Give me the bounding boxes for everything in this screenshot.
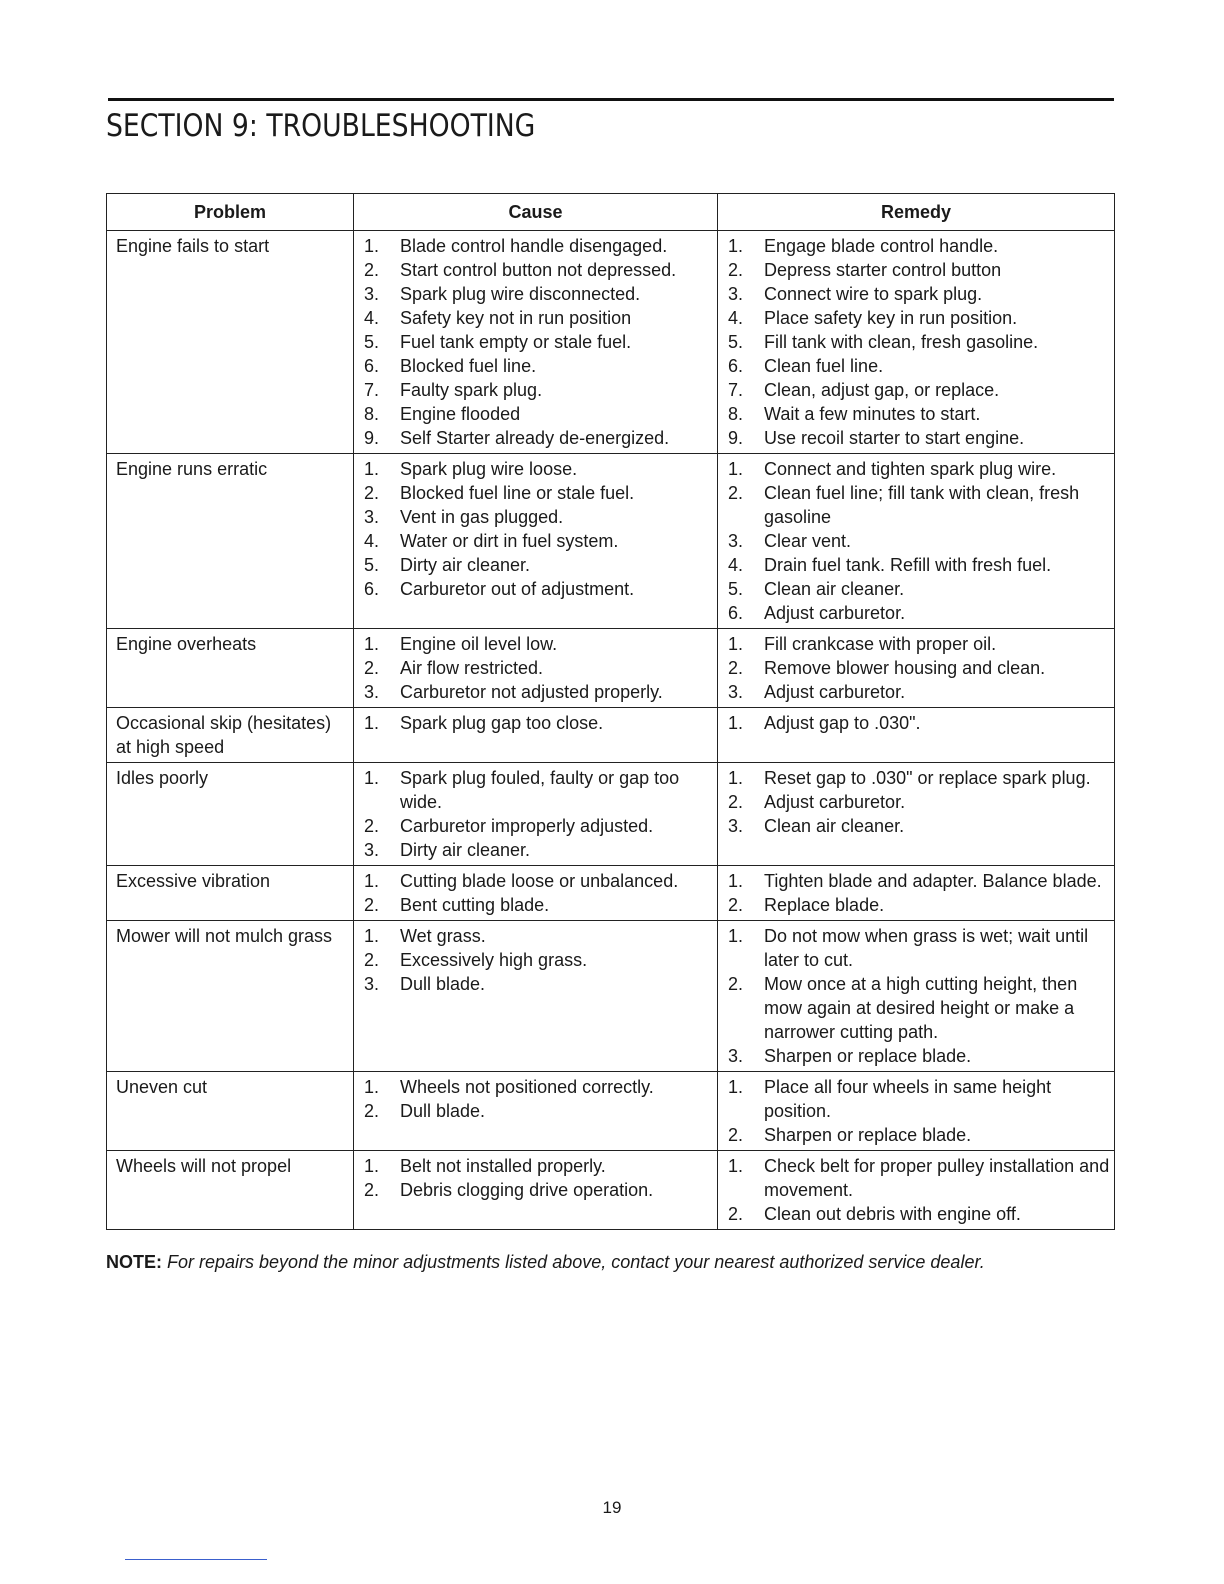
remedy-cell: [718, 231, 1115, 454]
item-number: 2.: [728, 658, 744, 678]
item-number: 1.: [728, 713, 744, 733]
item-number: 1.: [728, 634, 744, 654]
remedy-item: [728, 354, 1112, 378]
item-number: 1.: [364, 1077, 380, 1097]
item-text: Use recoil starter to start engine.: [764, 428, 1025, 448]
item-text: Depress starter control button: [764, 260, 1002, 280]
item-text: Debris clogging drive operation.: [400, 1180, 654, 1200]
item-text: Excessively high grass.: [400, 950, 588, 970]
problem-cell: Uneven cut: [107, 1072, 354, 1151]
remedy-item: [728, 457, 1112, 481]
remedy-cell: [718, 629, 1115, 708]
item-number: 2.: [728, 1125, 744, 1145]
remedy-item: [728, 1044, 1112, 1068]
item-number: 5.: [364, 555, 380, 575]
header-problem: Problem: [107, 194, 354, 231]
item-number: 6.: [364, 579, 380, 599]
item-number: 3.: [364, 840, 380, 860]
item-number: 9.: [364, 428, 380, 448]
remedy-item: [728, 1154, 1112, 1202]
remedy-item: [728, 306, 1112, 330]
remedy-cell: [718, 1151, 1115, 1230]
item-number: 1.: [728, 1156, 744, 1176]
cause-cell: [354, 629, 718, 708]
item-text: Dull blade.: [400, 1101, 486, 1121]
item-text: Clean fuel line.: [764, 356, 884, 376]
remedy-item: [728, 924, 1112, 972]
cause-cell: [354, 763, 718, 866]
note-label: NOTE:: [106, 1252, 162, 1272]
remedy-item: [728, 553, 1112, 577]
remedy-item: [728, 1123, 1112, 1147]
item-number: 5.: [728, 332, 744, 352]
remedy-cell: [718, 1072, 1115, 1151]
cause-item: [364, 1178, 715, 1202]
item-number: 2.: [728, 974, 744, 994]
item-number: 3.: [364, 284, 380, 304]
item-text: Engine flooded: [400, 404, 521, 424]
item-number: 3.: [728, 682, 744, 702]
item-text: Adjust carburetor.: [764, 792, 906, 812]
item-number: 7.: [728, 380, 744, 400]
item-number: 1.: [728, 926, 744, 946]
item-number: 3.: [728, 531, 744, 551]
problem-cell: Occasional skip (hesitates) at high speed: [107, 708, 354, 763]
item-number: 2.: [364, 260, 380, 280]
cause-cell: [354, 866, 718, 921]
remedy-item: [728, 790, 1112, 814]
item-text: Adjust carburetor.: [764, 603, 906, 623]
remedy-item: [728, 234, 1112, 258]
item-text: Wheels not positioned correctly.: [400, 1077, 654, 1097]
table-row: [107, 1151, 1115, 1230]
section-title: SECTION 9: TROUBLESHOOTING: [106, 108, 536, 144]
item-text: Vent in gas plugged.: [400, 507, 564, 527]
item-number: 4.: [364, 308, 380, 328]
note-text: For repairs beyond the minor adjustments listed above, contact your nearest authorized service dealer.: [167, 1252, 985, 1272]
cause-item: [364, 656, 715, 680]
remedy-cell: [718, 866, 1115, 921]
cause-item: [364, 1154, 715, 1178]
item-text: Belt not installed properly.: [400, 1156, 606, 1176]
cause-item: [364, 330, 715, 354]
item-text: Dull blade.: [400, 974, 486, 994]
cause-item: [364, 426, 715, 450]
item-number: 6.: [728, 603, 744, 623]
problem-cell: Engine overheats: [107, 629, 354, 708]
item-number: 4.: [728, 308, 744, 328]
cause-cell: [354, 1151, 718, 1230]
item-text: Sharpen or replace blade.: [764, 1125, 972, 1145]
item-text: Adjust carburetor.: [764, 682, 906, 702]
item-number: 1.: [364, 926, 380, 946]
item-number: 3.: [728, 1046, 744, 1066]
item-text: Wet grass.: [400, 926, 486, 946]
header-cause: Cause: [354, 194, 718, 231]
remedy-item: [728, 282, 1112, 306]
problem-cell: Engine fails to start: [107, 231, 354, 454]
item-text: Spark plug fouled, faulty or gap too wide.: [400, 768, 680, 812]
item-number: 5.: [728, 579, 744, 599]
item-text: Tighten blade and adapter. Balance blade.: [764, 871, 1102, 891]
remedy-cell: [718, 921, 1115, 1072]
table-row: [107, 921, 1115, 1072]
cause-item: [364, 553, 715, 577]
troubleshooting-table: [106, 193, 1115, 1230]
item-text: Adjust gap to .030".: [764, 713, 921, 733]
item-number: 6.: [728, 356, 744, 376]
item-text: Clean out debris with engine off.: [764, 1204, 1021, 1224]
cause-item: [364, 457, 715, 481]
item-text: Mow once at a high cutting height, then mow again at desired height or make a narrower cutting path.: [764, 974, 1078, 1042]
item-text: Cutting blade loose or unbalanced.: [400, 871, 679, 891]
cause-item: [364, 481, 715, 505]
item-text: Water or dirt in fuel system.: [400, 531, 619, 551]
item-number: 2.: [728, 1204, 744, 1224]
remedy-item: [728, 601, 1112, 625]
remedy-item: [728, 1202, 1112, 1226]
item-text: Clean, adjust gap, or replace.: [764, 380, 1000, 400]
item-number: 2.: [728, 260, 744, 280]
item-number: 5.: [364, 332, 380, 352]
remedy-item: [728, 1075, 1112, 1123]
item-text: Blocked fuel line or stale fuel.: [400, 483, 635, 503]
item-number: 1.: [728, 236, 744, 256]
cause-item: [364, 869, 715, 893]
item-text: Blocked fuel line.: [400, 356, 537, 376]
cause-item: [364, 838, 715, 862]
item-text: Check belt for proper pulley installation and movement.: [764, 1156, 1110, 1200]
item-number: 3.: [364, 974, 380, 994]
item-number: 2.: [364, 1101, 380, 1121]
cause-item: [364, 1099, 715, 1123]
cause-item: [364, 1075, 715, 1099]
item-text: Wait a few minutes to start.: [764, 404, 981, 424]
cause-item: [364, 258, 715, 282]
table-row: [107, 231, 1115, 454]
cause-item: [364, 948, 715, 972]
remedy-item: [728, 481, 1112, 529]
item-text: Place all four wheels in same height position.: [764, 1077, 1052, 1121]
item-number: 1.: [728, 871, 744, 891]
item-number: 2.: [364, 895, 380, 915]
cause-item: [364, 529, 715, 553]
item-text: Sharpen or replace blade.: [764, 1046, 972, 1066]
cause-item: [364, 814, 715, 838]
item-number: 1.: [364, 713, 380, 733]
remedy-item: [728, 893, 1112, 917]
item-number: 4.: [364, 531, 380, 551]
cause-item: [364, 680, 715, 704]
item-text: Remove blower housing and clean.: [764, 658, 1046, 678]
item-text: Fill crankcase with proper oil.: [764, 634, 997, 654]
table-row: [107, 763, 1115, 866]
item-number: 8.: [364, 404, 380, 424]
cause-item: [364, 577, 715, 601]
remedy-item: [728, 680, 1112, 704]
link-underline: [125, 1559, 267, 1560]
item-text: Carburetor improperly adjusted.: [400, 816, 654, 836]
item-text: Engine oil level low.: [400, 634, 558, 654]
item-number: 9.: [728, 428, 744, 448]
item-text: Carburetor out of adjustment.: [400, 579, 635, 599]
item-text: Replace blade.: [764, 895, 885, 915]
item-text: Faulty spark plug.: [400, 380, 543, 400]
item-number: 1.: [728, 1077, 744, 1097]
remedy-item: [728, 869, 1112, 893]
table-header-row: [107, 194, 1115, 231]
remedy-item: [728, 330, 1112, 354]
item-text: Start control button not depressed.: [400, 260, 677, 280]
item-number: 1.: [364, 459, 380, 479]
cause-item: [364, 711, 715, 735]
item-text: Blade control handle disengaged.: [400, 236, 668, 256]
cause-item: [364, 354, 715, 378]
remedy-item: [728, 529, 1112, 553]
item-number: 2.: [728, 483, 744, 503]
item-number: 7.: [364, 380, 380, 400]
item-text: Fill tank with clean, fresh gasoline.: [764, 332, 1039, 352]
item-text: Air flow restricted.: [400, 658, 544, 678]
item-text: Dirty air cleaner.: [400, 555, 531, 575]
item-number: 1.: [364, 236, 380, 256]
item-number: 1.: [364, 1156, 380, 1176]
remedy-item: [728, 402, 1112, 426]
table-body: [107, 231, 1115, 1230]
remedy-item: [728, 632, 1112, 656]
cause-cell: [354, 231, 718, 454]
remedy-cell: [718, 708, 1115, 763]
cause-item: [364, 924, 715, 948]
cause-item: [364, 402, 715, 426]
table-row: [107, 454, 1115, 629]
item-number: 2.: [364, 658, 380, 678]
cause-item: [364, 505, 715, 529]
cause-item: [364, 378, 715, 402]
item-number: 2.: [364, 816, 380, 836]
item-number: 1.: [364, 634, 380, 654]
page-number: 19: [602, 1498, 622, 1517]
item-text: Carburetor not adjusted properly.: [400, 682, 663, 702]
item-text: Spark plug wire disconnected.: [400, 284, 641, 304]
item-text: Connect wire to spark plug.: [764, 284, 983, 304]
item-number: 2.: [364, 1180, 380, 1200]
problem-cell: Idles poorly: [107, 763, 354, 866]
remedy-cell: [718, 454, 1115, 629]
note: [106, 1252, 985, 1273]
item-number: 4.: [728, 555, 744, 575]
table-row: [107, 708, 1115, 763]
remedy-item: [728, 766, 1112, 790]
table-row: [107, 629, 1115, 708]
cause-item: [364, 766, 715, 814]
cause-item: [364, 893, 715, 917]
cause-cell: [354, 454, 718, 629]
item-text: Reset gap to .030" or replace spark plug.: [764, 768, 1091, 788]
item-text: Safety key not in run position: [400, 308, 632, 328]
item-number: 3.: [364, 507, 380, 527]
item-text: Clean air cleaner.: [764, 579, 905, 599]
item-text: Connect and tighten spark plug wire.: [764, 459, 1057, 479]
table-row: [107, 866, 1115, 921]
item-number: 1.: [728, 459, 744, 479]
item-text: Engage blade control handle.: [764, 236, 999, 256]
item-number: 3.: [728, 284, 744, 304]
item-number: 6.: [364, 356, 380, 376]
cause-item: [364, 306, 715, 330]
item-number: 1.: [364, 768, 380, 788]
remedy-item: [728, 656, 1112, 680]
remedy-item: [728, 426, 1112, 450]
remedy-cell: [718, 763, 1115, 866]
problem-cell: Mower will not mulch grass: [107, 921, 354, 1072]
item-number: 1.: [728, 768, 744, 788]
item-text: Spark plug wire loose.: [400, 459, 578, 479]
item-number: 1.: [364, 871, 380, 891]
item-text: Clear vent.: [764, 531, 852, 551]
item-text: Dirty air cleaner.: [400, 840, 531, 860]
header-remedy: Remedy: [718, 194, 1115, 231]
item-number: 3.: [364, 682, 380, 702]
cause-item: [364, 972, 715, 996]
item-number: 2.: [728, 895, 744, 915]
item-text: Bent cutting blade.: [400, 895, 550, 915]
cause-cell: [354, 1072, 718, 1151]
item-text: Clean fuel line; fill tank with clean, fresh gasoline: [764, 483, 1080, 527]
remedy-item: [728, 814, 1112, 838]
remedy-item: [728, 972, 1112, 1044]
item-number: 8.: [728, 404, 744, 424]
problem-cell: Wheels will not propel: [107, 1151, 354, 1230]
item-number: 2.: [728, 792, 744, 812]
item-text: Do not mow when grass is wet; wait until later to cut.: [764, 926, 1089, 970]
cause-cell: [354, 708, 718, 763]
remedy-item: [728, 577, 1112, 601]
item-text: Drain fuel tank. Refill with fresh fuel.: [764, 555, 1052, 575]
cause-cell: [354, 921, 718, 1072]
item-text: Spark plug gap too close.: [400, 713, 604, 733]
item-text: Place safety key in run position.: [764, 308, 1018, 328]
item-number: 2.: [364, 483, 380, 503]
item-text: Self Starter already de-energized.: [400, 428, 670, 448]
problem-cell: Engine runs erratic: [107, 454, 354, 629]
problem-cell: Excessive vibration: [107, 866, 354, 921]
cause-item: [364, 234, 715, 258]
cause-item: [364, 632, 715, 656]
item-text: Fuel tank empty or stale fuel.: [400, 332, 632, 352]
item-number: 3.: [728, 816, 744, 836]
item-text: Clean air cleaner.: [764, 816, 905, 836]
remedy-item: [728, 258, 1112, 282]
section-rule: [108, 98, 1114, 101]
item-number: 2.: [364, 950, 380, 970]
remedy-item: [728, 378, 1112, 402]
cause-item: [364, 282, 715, 306]
remedy-item: [728, 711, 1112, 735]
table-row: [107, 1072, 1115, 1151]
